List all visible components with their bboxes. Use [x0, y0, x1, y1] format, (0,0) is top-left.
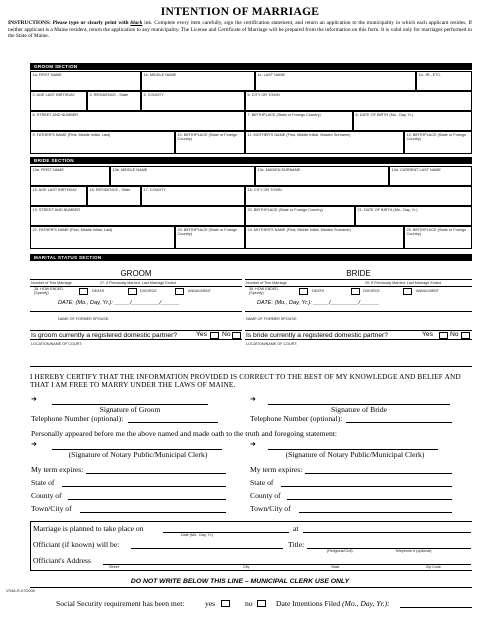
groom-prev-married-label: 27. If Previously Married, Last Marriage Ended	[100, 281, 177, 285]
bride-notary-arrow-icon: ➜	[250, 440, 256, 448]
bride-mother-name-field[interactable]: 24. MOTHER'S NAME (First, Middle Initial, Maiden Surname)	[245, 226, 404, 249]
bride-county-label: County of	[250, 491, 281, 500]
bride-section-header: BRIDE SECTION	[30, 157, 472, 164]
bride-city-field[interactable]: 18. CITY OR TOWN	[245, 186, 472, 206]
groom-state-label: State of	[31, 478, 55, 487]
date-filed-label	[276, 599, 390, 608]
groom-town-field[interactable]	[80, 512, 226, 513]
bride-term-field[interactable]	[305, 473, 452, 474]
groom-date-hint: (Mo., Day, Yr.):	[75, 300, 113, 306]
bride-former-spouse-label: NAME OF FORMER SPOUSE:	[246, 317, 298, 321]
groom-age-field[interactable]: 2. AGE LAST BIRTHDAY	[30, 91, 87, 111]
bride-notary-label: (Signature of Notary Public/Municipal Clerk)	[285, 450, 425, 459]
groom-mother-birthplace-field[interactable]: 12. BIRTHPLACE (State or Foreign Country)	[404, 131, 472, 154]
bride-domestic-no-label: No	[450, 331, 459, 338]
planned-date-hint: Date (Mo., Day, Yr.)	[181, 533, 214, 537]
ssn-yes-checkbox[interactable]	[221, 600, 230, 607]
groom-domestic-no-label: No	[222, 331, 231, 338]
groom-sign-arrow-icon: ➜	[31, 395, 37, 403]
officiant-title-label: Title:	[288, 540, 305, 549]
bride-domestic-yes-label: Yes	[422, 331, 433, 338]
bride-telephone-field[interactable]	[346, 422, 452, 423]
bride-mother-birthplace-field[interactable]: 25. BIRTHPLACE (State or Foreign Country)	[404, 226, 472, 249]
groom-marital-block: Number of This Marriage 27. If Previously Married, Last Marriage Ended 28. HOW ENDED (Specify) DEATH DIVORCE ANNULMENT DATE: (Mo., Day, Yr.): _____/_________/______ NAME OF FORMER SPOUSE:	[30, 279, 242, 329]
bride-marital-block: Number of This Marriage 29. If Previously Married, Last Marriage Ended 30. HOW ENDED (Specify) DEATH DIVORCE ANNULMENT DATE: (Mo., Day, Yr.): _____/_________/______ NAME OF FORMER SPOUSE:	[245, 279, 472, 329]
officiant-label: Officiant (if known) will be:	[33, 540, 120, 549]
page-title: INTENTION OF MARRIAGE	[160, 6, 320, 18]
bride-dob-field[interactable]: 21. DATE OF BIRTH (Mo., Day, Yr.)	[355, 206, 472, 226]
instructions-rest: ink. Complete every item carefully, sign the certification statement, and return an application to the municipality in which each applicant resides. If neither applicant is a Maine resident, return the application to any municipality. The License and Certificate of Marriage will be prepared from the information on this form. It is valid only for marriages performed in the State of Maine.	[8, 20, 472, 40]
groom-number-label: Number of This Marriage	[31, 281, 72, 285]
groom-divorce-label: DIVORCE	[140, 289, 157, 293]
groom-suffix-field[interactable]: 1d. JR., ETC.	[416, 71, 472, 91]
bride-term-label: My term expires:	[250, 465, 303, 474]
groom-county-field[interactable]	[68, 499, 226, 500]
phone-hint: Telephone # (optional)	[395, 549, 432, 553]
groom-divorce-checkbox[interactable]	[128, 288, 137, 295]
bride-date-label: DATE:	[257, 300, 274, 306]
groom-domestic-question: Is groom currently a registered domestic partner?	[31, 331, 178, 339]
bride-maiden-surname-field[interactable]: 13c. MAIDEN SURNAME	[255, 166, 389, 186]
bride-state-label: State of	[250, 478, 274, 487]
instructions-lead: INSTRUCTIONS:	[8, 20, 51, 26]
officiant-address-field[interactable]	[103, 564, 471, 565]
address-state-hint: State	[331, 565, 340, 569]
planned-place-field[interactable]	[303, 532, 471, 533]
groom-domestic-yes-label: Yes	[196, 331, 207, 338]
marital-section-header: MARITAL STATUS SECTION	[30, 254, 472, 261]
groom-first-name-field[interactable]: 1a. FIRST NAME	[30, 71, 141, 91]
groom-death-label: DEATH	[92, 289, 105, 293]
groom-section-header: GROOM SECTION	[30, 63, 472, 70]
bride-divorce-label: DIVORCE	[363, 289, 380, 293]
ssn-yes-label: yes	[205, 599, 216, 608]
bride-residence-field[interactable]: 16. RESIDENCE - State	[87, 186, 141, 206]
bride-domestic-question: Is bride currently a registered domestic partner?	[246, 331, 388, 339]
groom-domestic-yes-checkbox[interactable]	[210, 332, 219, 339]
bride-sign-arrow-icon: ➜	[250, 395, 256, 403]
groom-dob-field[interactable]: 8. DATE OF BIRTH (Mo., Day, Yr.)	[353, 111, 472, 131]
groom-annulment-checkbox[interactable]	[175, 288, 184, 295]
date-filed-text: Date Intentions Filed	[276, 599, 341, 608]
groom-county-field[interactable]: 4. COUNTY	[141, 91, 245, 111]
groom-term-label: My term expires:	[31, 465, 84, 474]
groom-domestic-row	[30, 330, 242, 340]
bride-how-ended-label: 30. HOW ENDED (Specify)	[249, 287, 279, 295]
bride-annulment-label: ANNULMENT	[416, 289, 439, 293]
bride-divorce-checkbox[interactable]	[351, 288, 360, 295]
planned-label: Marriage is planned to take place on	[33, 524, 144, 533]
groom-birthplace-field[interactable]: 7. BIRTHPLACE (State or Foreign Country)	[245, 111, 353, 131]
date-filed-hint: (Mo., Day, Yr.):	[342, 599, 390, 608]
bride-current-last-field[interactable]: 13d. CURRENT LAST NAME	[389, 166, 472, 186]
address-zip-hint: Zip Code	[426, 565, 441, 569]
groom-signature-label: Signature of Groom	[99, 405, 161, 414]
bride-annulment-checkbox[interactable]	[403, 288, 412, 295]
groom-street-field[interactable]: 6. STREET AND NUMBER	[30, 111, 245, 131]
groom-county-label: County of	[31, 491, 62, 500]
bride-domestic-row	[245, 330, 472, 340]
groom-middle-name-field[interactable]: 1b. MIDDLE NAME	[141, 71, 255, 91]
bride-court-label: LOCATION/NAME OF COURT:	[246, 342, 298, 346]
at-label: at	[293, 524, 299, 533]
bride-town-label: Town/City of	[250, 504, 291, 513]
instructions	[8, 20, 472, 40]
groom-domestic-no-checkbox[interactable]	[232, 332, 241, 339]
bride-first-name-field[interactable]: 13a. FIRST NAME	[30, 166, 110, 186]
bride-death-checkbox[interactable]	[299, 288, 308, 295]
bride-county-field[interactable]	[287, 499, 452, 500]
groom-how-ended-label: 28. HOW ENDED (Specify)	[34, 287, 64, 295]
groom-column-label: GROOM	[120, 269, 152, 278]
date-filed-field[interactable]	[400, 607, 472, 608]
groom-state-field[interactable]	[62, 486, 226, 487]
bride-birthplace-field[interactable]: 20. BIRTHPLACE (State or Foreign Country)	[245, 206, 355, 226]
groom-notary-label: (Signature of Notary Public/Municipal Clerk)	[68, 450, 208, 459]
groom-death-checkbox[interactable]	[79, 288, 88, 295]
bride-domestic-yes-checkbox[interactable]	[439, 332, 448, 339]
officiant-address-label: Officiant's Address	[33, 556, 91, 565]
ssn-no-label: no	[245, 599, 253, 608]
groom-term-field[interactable]	[86, 473, 226, 474]
groom-father-birthplace-field[interactable]: 10. BIRTHPLACE (State or Foreign Country)	[175, 131, 245, 154]
groom-mother-name-field[interactable]: 11. MOTHER'S NAME (First, Middle Initial, Maiden Surname)	[245, 131, 404, 154]
groom-last-name-field[interactable]: 1c. LAST NAME	[255, 71, 416, 91]
bride-middle-name-field[interactable]: 13b. MIDDLE NAME	[110, 166, 255, 186]
bride-column-label: BRIDE	[346, 269, 371, 278]
certification-text: I HEREBY CERTIFY THAT THE INFORMATION PROVIDED IS CORRECT TO THE BEST OF MY KNOWLEDGE AND BELIEF AND THAT I AM FREE TO MARRY UNDER THE LAWS OF MAINE.	[30, 372, 461, 390]
bride-county-field[interactable]: 17. COUNTY	[141, 186, 245, 206]
groom-date-label: DATE:	[58, 300, 75, 306]
bride-number-label: Number of This Marriage	[246, 281, 287, 285]
bride-town-field[interactable]	[299, 512, 452, 513]
bride-street-field[interactable]: 19. STREET AND NUMBER	[30, 206, 245, 226]
bride-prev-married-label: 29. If Previously Married, Last Marriage Ended	[365, 281, 442, 285]
bride-domestic-no-checkbox[interactable]	[461, 332, 470, 339]
groom-notary-arrow-icon: ➜	[31, 440, 37, 448]
groom-former-spouse-label: NAME OF FORMER SPOUSE:	[58, 317, 110, 321]
ssn-no-checkbox[interactable]	[257, 600, 266, 607]
instructions-black: black	[130, 20, 143, 26]
bride-state-field[interactable]	[281, 486, 452, 487]
bride-age-field[interactable]: 15. AGE LAST BIRTHDAY	[30, 186, 87, 206]
religious-hint: (Religious/Civil)	[327, 549, 353, 553]
instructions-text: Please type or clearly print with	[52, 20, 129, 26]
groom-father-name-field[interactable]: 9. FATHER'S NAME (First, Middle Initial, Last)	[30, 131, 175, 154]
bride-father-name-field[interactable]: 22. FATHER'S NAME (First, Middle Initial, Last)	[30, 226, 175, 249]
bride-signature-label: Signature of Bride	[330, 405, 388, 414]
groom-telephone-field[interactable]	[128, 422, 218, 423]
clerk-use-only-banner: DO NOT WRITE BELOW THIS LINE – MUNICIPAL CLERK USE ONLY	[130, 578, 350, 585]
groom-telephone-label: Telephone Number (optional):	[31, 414, 124, 423]
bride-date-hint: (Mo., Day, Yr.):	[274, 300, 312, 306]
groom-residence-field[interactable]: 3. RESIDENCE - State	[87, 91, 141, 111]
groom-court-label: LOCATION/NAME OF COURT:	[31, 342, 83, 346]
form-id: VS3A-R-07/2006	[6, 589, 35, 593]
groom-city-field[interactable]: 5. CITY OR TOWN	[245, 91, 472, 111]
bride-father-birthplace-field[interactable]: 23. BIRTHPLACE (State or Foreign Country)	[175, 226, 245, 249]
appeared-statement: Personally appeared before me the above named and made oath to the truth and foregoing statement:	[31, 429, 337, 438]
groom-town-label: Town/City of	[31, 504, 72, 513]
address-city-hint: City	[243, 565, 250, 569]
marriage-info-box	[30, 521, 472, 571]
bride-death-label: DEATH	[312, 289, 325, 293]
bride-telephone-label: Telephone Number (optional):	[250, 414, 343, 423]
groom-annulment-label: ANNULMENT	[188, 289, 211, 293]
address-street-hint: Street	[109, 565, 119, 569]
ssn-label: Social Security requirement has been met:	[56, 599, 185, 608]
officiant-name-field[interactable]	[131, 548, 283, 549]
